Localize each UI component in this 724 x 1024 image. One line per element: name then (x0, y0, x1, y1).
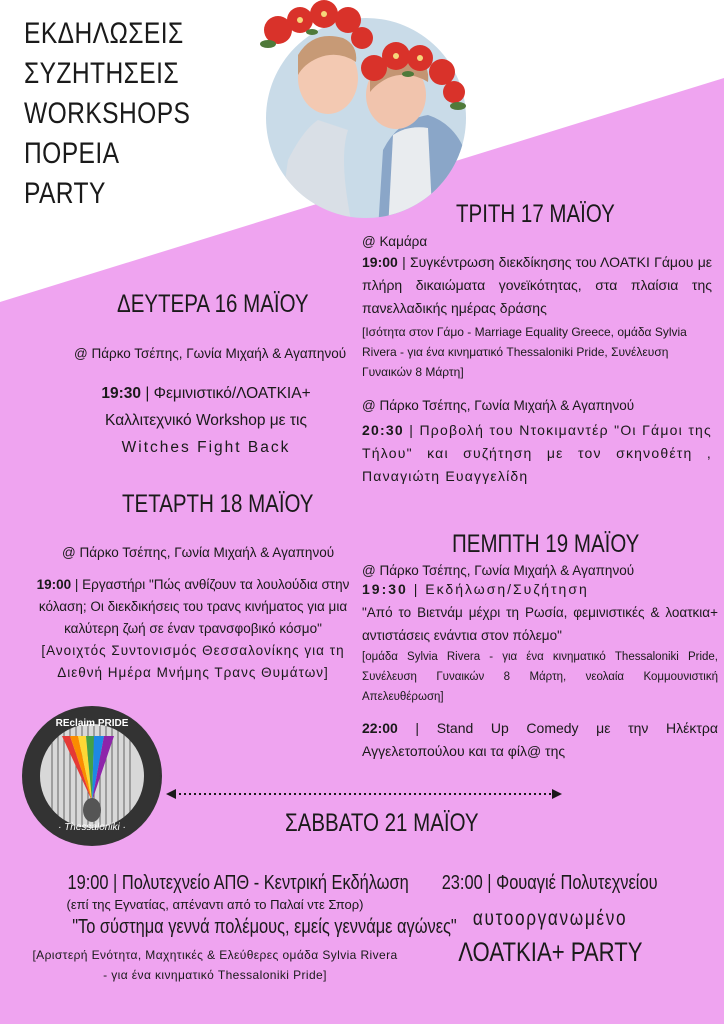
monday-title: ΔΕΥΤΕΡΑ 16 ΜΑΪΟΥ (117, 290, 309, 318)
tuesday-events (362, 234, 712, 488)
wednesday-location: @ Πάρκο Τσέπης, Γωνία Μιχαήλ & Αγαπηνού (62, 545, 335, 560)
saturday-right-3: ΛΟΑΤΚΙΑ+ PARTY (457, 937, 643, 967)
tuesday-title: ΤΡΙΤΗ 17 ΜΑΪΟΥ (456, 200, 615, 228)
event-type-item: WORKSHOPS (24, 97, 191, 130)
saturday-party (400, 872, 700, 968)
thursday-event-1a (362, 578, 718, 601)
event-type-item: PARTY (24, 177, 106, 210)
monday-line1: | Φεμινιστικό/ΛΟΑΤΚΙΑ+ (141, 385, 311, 402)
tuesday-location-1: @ Καμάρα (362, 234, 428, 249)
thursday-text-1b: "Από το Βιετνάμ μέχρι τη Ρωσία, φεμινιστικές & λοατκια+ αντιστάσεις ενάντια στον πόλεμο" (362, 605, 718, 643)
monday-event (86, 380, 326, 461)
thursday-event-2 (362, 717, 718, 763)
saturday-quote: "Το σύστημα γεννά πολέμους, εμείς γεννάμε αγώνες" (72, 916, 457, 938)
monday-location: @ Πάρκο Τσέπης, Γωνία Μιχαήλ & Αγαπηνού (74, 346, 347, 361)
wednesday-event (28, 574, 358, 684)
wednesday-time: 19:00 (36, 577, 72, 592)
thursday-text-2: | Stand Up Comedy με την Ηλέκτρα Αγγελετοπούλου και τα φίλ@ της (362, 720, 718, 759)
saturday-title: ΣΑΒΒΑΤΟ 21 ΜΑΪΟΥ (285, 809, 479, 837)
tuesday-bracket-1: [Ισότητα στον Γάμο - Marriage Equality Greece, ομάδα Sylvia Rivera - για ένα κινηματικό Thessaloniki Pride, Συνέλευση Γυναικών 8 Μάρτη] (362, 325, 687, 379)
saturday-right-1: 23:00 | Φουαγιέ Πολυτεχνείου (442, 872, 658, 894)
event-types-list (24, 14, 224, 214)
saturday-bracket: [Αριστερή Ενότητα, Μαχητικές & Ελεύθερες ομάδα Sylvia Rivera - για ένα κινηματικό Thessaloniki Pride] (32, 948, 398, 982)
thursday-location: @ Πάρκο Τσέπης, Γωνία Μιχαήλ & Αγαπηνού (362, 563, 635, 578)
tuesday-time-2: 20:30 (362, 422, 404, 438)
thursday-text-1a: | Εκδήλωση/Συζήτηση (407, 581, 589, 597)
kissing-couple-illustration (258, 0, 468, 222)
saturday-main-event (30, 872, 457, 985)
logo-top-text: REclaim PRIDE (55, 718, 129, 729)
double-arrow-icon (164, 786, 564, 802)
tuesday-location-2: @ Πάρκο Τσέπης, Γωνία Μιχαήλ & Αγαπηνού (362, 398, 635, 413)
logo-bottom-text: · Thessaloniki · (58, 822, 126, 833)
tuesday-text-1: | Συγκέντρωση διεκδίκησης του ΛΟΑΤΚΙ Γάμου με πλήρη δικαιώματα γονεϊκότητας, στα πλαίσια της πανελλαδικής ημέρας δράσης (362, 254, 712, 316)
thursday-time-2: 22:00 (362, 720, 398, 736)
tuesday-event-1 (362, 251, 712, 320)
event-type-item: ΠΟΡΕΙΑ (24, 137, 120, 170)
monday-time: 19:30 (101, 385, 142, 402)
thursday-events (362, 563, 718, 763)
tuesday-time-1: 19:00 (362, 254, 398, 270)
tuesday-text-2: | Προβολή του Ντοκιμαντέρ "Οι Γάμοι της Τήλου" και συζήτηση με τον σκηνοθέτη , Παναγιώτη Ευαγγελίδη (362, 422, 712, 484)
reclaim-pride-logo (22, 706, 162, 846)
tuesday-event-2 (362, 419, 712, 488)
thursday-bracket-1: [ομάδα Sylvia Rivera - για ένα κινηματικό Thessaloniki Pride, Συνέλευση Γυναικών 8 Μάρτη, νεολαία Κομμουνιστική Απελευθέρωση] (362, 651, 718, 703)
thursday-time-1: 19:30 (362, 581, 408, 597)
saturday-sub: (επί της Εγνατίας, απέναντι από το Παλαί ντε Σπορ) (66, 897, 364, 912)
saturday-right-2: αυτοοργανωμένο (472, 907, 628, 930)
monday-line3: Witches Fight Back (121, 439, 291, 456)
event-type-item: ΣΥΖΗΤΗΣΕΙΣ (24, 57, 179, 90)
event-type-item: ΕΚΔΗΛΩΣΕΙΣ (24, 17, 184, 50)
monday-line2: Καλλιτεχνικό Workshop με τις (105, 412, 307, 429)
thursday-title: ΠΕΜΠΤΗ 19 ΜΑΪΟΥ (452, 530, 640, 558)
saturday-main: 19:00 | Πολυτεχνείο ΑΠΘ - Κεντρική Εκδήλωση (67, 872, 409, 894)
wednesday-bracket: [Ανοιχτός Συντονισμός Θεσσαλονίκης για τη Διεθνή Ημέρα Μνήμης Τρανς Θυμάτων] (41, 643, 345, 680)
wednesday-title: ΤΕΤΑΡΤΗ 18 ΜΑΪΟΥ (122, 490, 314, 518)
wednesday-text: | Εργαστήρι "Πώς ανθίζουν τα λουλούδια στην κόλαση; Οι διεκδικήσεις του τρανς κινήματος για μια καλύτερη ζωή σε έναν τρανσφοβικό κόσμο" (38, 577, 350, 636)
